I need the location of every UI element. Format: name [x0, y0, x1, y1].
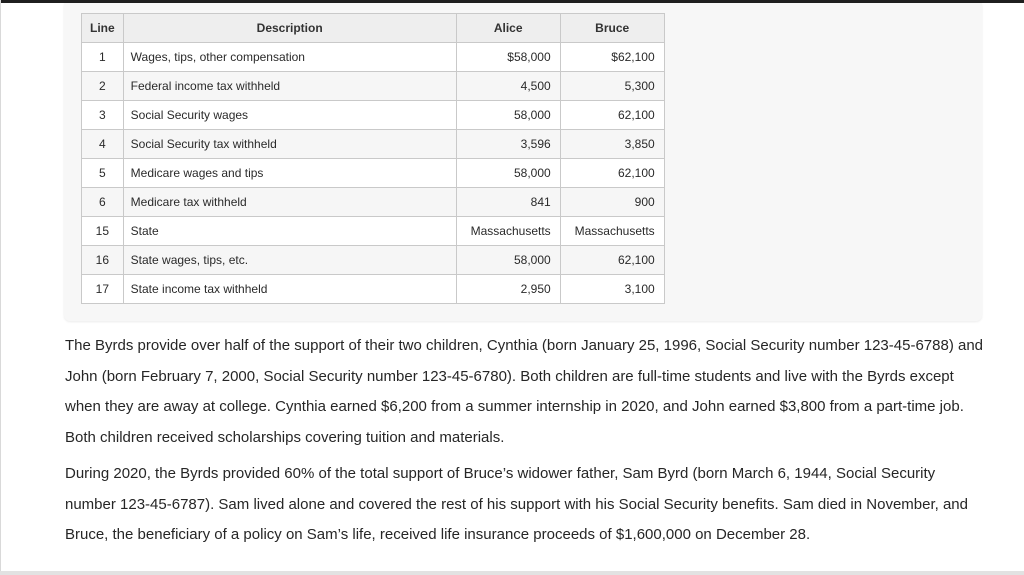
cell-bruce: 62,100: [560, 159, 664, 188]
cell-bruce: 3,850: [560, 130, 664, 159]
table-row: [82, 130, 665, 159]
cell-line: 6: [82, 188, 124, 217]
cell-description: Social Security tax withheld: [123, 130, 456, 159]
cell-description: Medicare wages and tips: [123, 159, 456, 188]
header-description: Description: [123, 14, 456, 43]
cell-line: 5: [82, 159, 124, 188]
cell-alice: 58,000: [456, 246, 560, 275]
cell-description: State: [123, 217, 456, 246]
paragraph-father-support: During 2020, the Byrds provided 60% of the total support of Bruce’s widower father, Sam Byrd (born March 6, 1944, Social Security number 123-45-6787). Sam lived alone and covered the rest of his support with his Social Security benefits. Sam died in November, and Bruce, the beneficiary of a policy on Sam’s life, received life insurance proceeds of $1,600,000 on December 28.: [65, 465, 968, 543]
cell-description: State wages, tips, etc.: [123, 246, 456, 275]
cell-line: 4: [82, 130, 124, 159]
cell-line: 1: [82, 43, 124, 72]
cell-alice: $58,000: [456, 43, 560, 72]
cell-alice: Massachusetts: [456, 217, 560, 246]
cell-line: 2: [82, 72, 124, 101]
cell-alice: 58,000: [456, 101, 560, 130]
table-row: [82, 101, 665, 130]
cell-description: Federal income tax withheld: [123, 72, 456, 101]
table-row: [82, 275, 665, 304]
cell-bruce: $62,100: [560, 43, 664, 72]
w2-data-table: [81, 13, 665, 304]
table-row: [82, 188, 665, 217]
cell-bruce: 3,100: [560, 275, 664, 304]
cell-line: 16: [82, 246, 124, 275]
header-bruce: Bruce: [560, 14, 664, 43]
cell-description: Social Security wages: [123, 101, 456, 130]
cell-bruce: 5,300: [560, 72, 664, 101]
cell-line: 3: [82, 101, 124, 130]
left-edge-rule: [0, 0, 1, 575]
cell-description: Medicare tax withheld: [123, 188, 456, 217]
cell-bruce: 900: [560, 188, 664, 217]
paragraph-children-support: The Byrds provide over half of the support of their two children, Cynthia (born January 25, 1996, Social Security number 123-45-6788) and John (born February 7, 2000, Social Security number 123-45-6780). Both children are full-time students and live with the Byrds except when they are away at college. Cynthia earned $6,200 from a summer internship in 2020, and John earned $3,800 from a part-time job. Both children received scholarships covering tuition and materials.: [65, 337, 984, 446]
cell-line: 17: [82, 275, 124, 304]
table-row: [82, 43, 665, 72]
table-row: [82, 217, 665, 246]
cell-alice: 841: [456, 188, 560, 217]
cell-alice: 58,000: [456, 159, 560, 188]
cell-line: 15: [82, 217, 124, 246]
table-header-row: [82, 14, 665, 43]
cell-bruce: 62,100: [560, 246, 664, 275]
header-line: Line: [82, 14, 124, 43]
header-alice: Alice: [456, 14, 560, 43]
table-row: [82, 159, 665, 188]
cell-alice: 4,500: [456, 72, 560, 101]
cell-bruce: Massachusetts: [560, 217, 664, 246]
cell-bruce: 62,100: [560, 101, 664, 130]
table-row: [82, 246, 665, 275]
cell-alice: 3,596: [456, 130, 560, 159]
cell-alice: 2,950: [456, 275, 560, 304]
bottom-edge: [0, 571, 1024, 575]
table-row: [82, 72, 665, 101]
cell-description: Wages, tips, other compensation: [123, 43, 456, 72]
cell-description: State income tax withheld: [123, 275, 456, 304]
